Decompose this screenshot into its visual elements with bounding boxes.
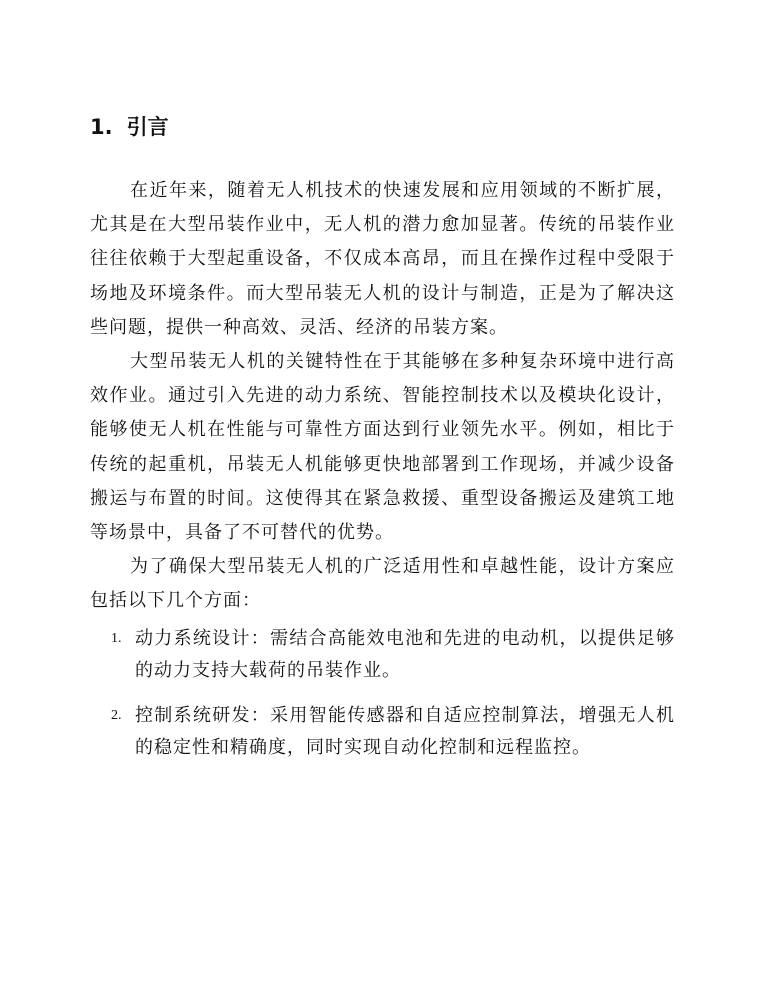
section-number: 1. [90, 115, 113, 139]
paragraph-key-features: 大型吊装无人机的关键特性在于其能够在多种复杂环境中进行高效作业。通过引入先进的动力系统、智能控制技术以及模块化设计，能够使无人机在性能与可靠性方面达到行业领先水平。例如，相比于传统的起重机，吊装无人机能够更快地部署到工作现场，并减少设备搬运与布置的时间。这使得其在紧急救援、重型设备搬运及建筑工地等场景中，具备了不可替代的优势。 [90, 351, 675, 544]
paragraph-intro: 在近年来，随着无人机技术的快速发展和应用领域的不断扩展，尤其是在大型吊装作业中，无人机的潜力愈加显著。传统的吊装作业往往依赖于大型起重设备，不仅成本高昂，而且在操作过程中受限于场地及环境条件。而大型吊装无人机的设计与制造，正是为了解决这些问题，提供一种高效、灵活、经济的吊装方案。 [90, 180, 675, 338]
body-text [90, 174, 675, 777]
list-item-number: 1. [111, 630, 122, 646]
list-item-number: 2. [111, 707, 122, 723]
design-aspects-list [90, 623, 675, 764]
list-item-text: 控制系统研发：采用智能传感器和自适应控制算法，增强无人机的稳定性和精确度，同时实现自动化控制和远程监控。 [135, 704, 675, 758]
section-title: 引言 [126, 115, 169, 139]
list-item-text: 动力系统设计：需结合高能效电池和先进的电动机，以提供足够的动力支持大载荷的吊装作业。 [135, 627, 675, 681]
section-heading [90, 112, 169, 142]
paragraph-design-scope: 为了确保大型吊装无人机的广泛适用性和卓越性能，设计方案应包括以下几个方面： [90, 556, 675, 612]
list-item [90, 700, 675, 764]
list-item [90, 623, 675, 687]
